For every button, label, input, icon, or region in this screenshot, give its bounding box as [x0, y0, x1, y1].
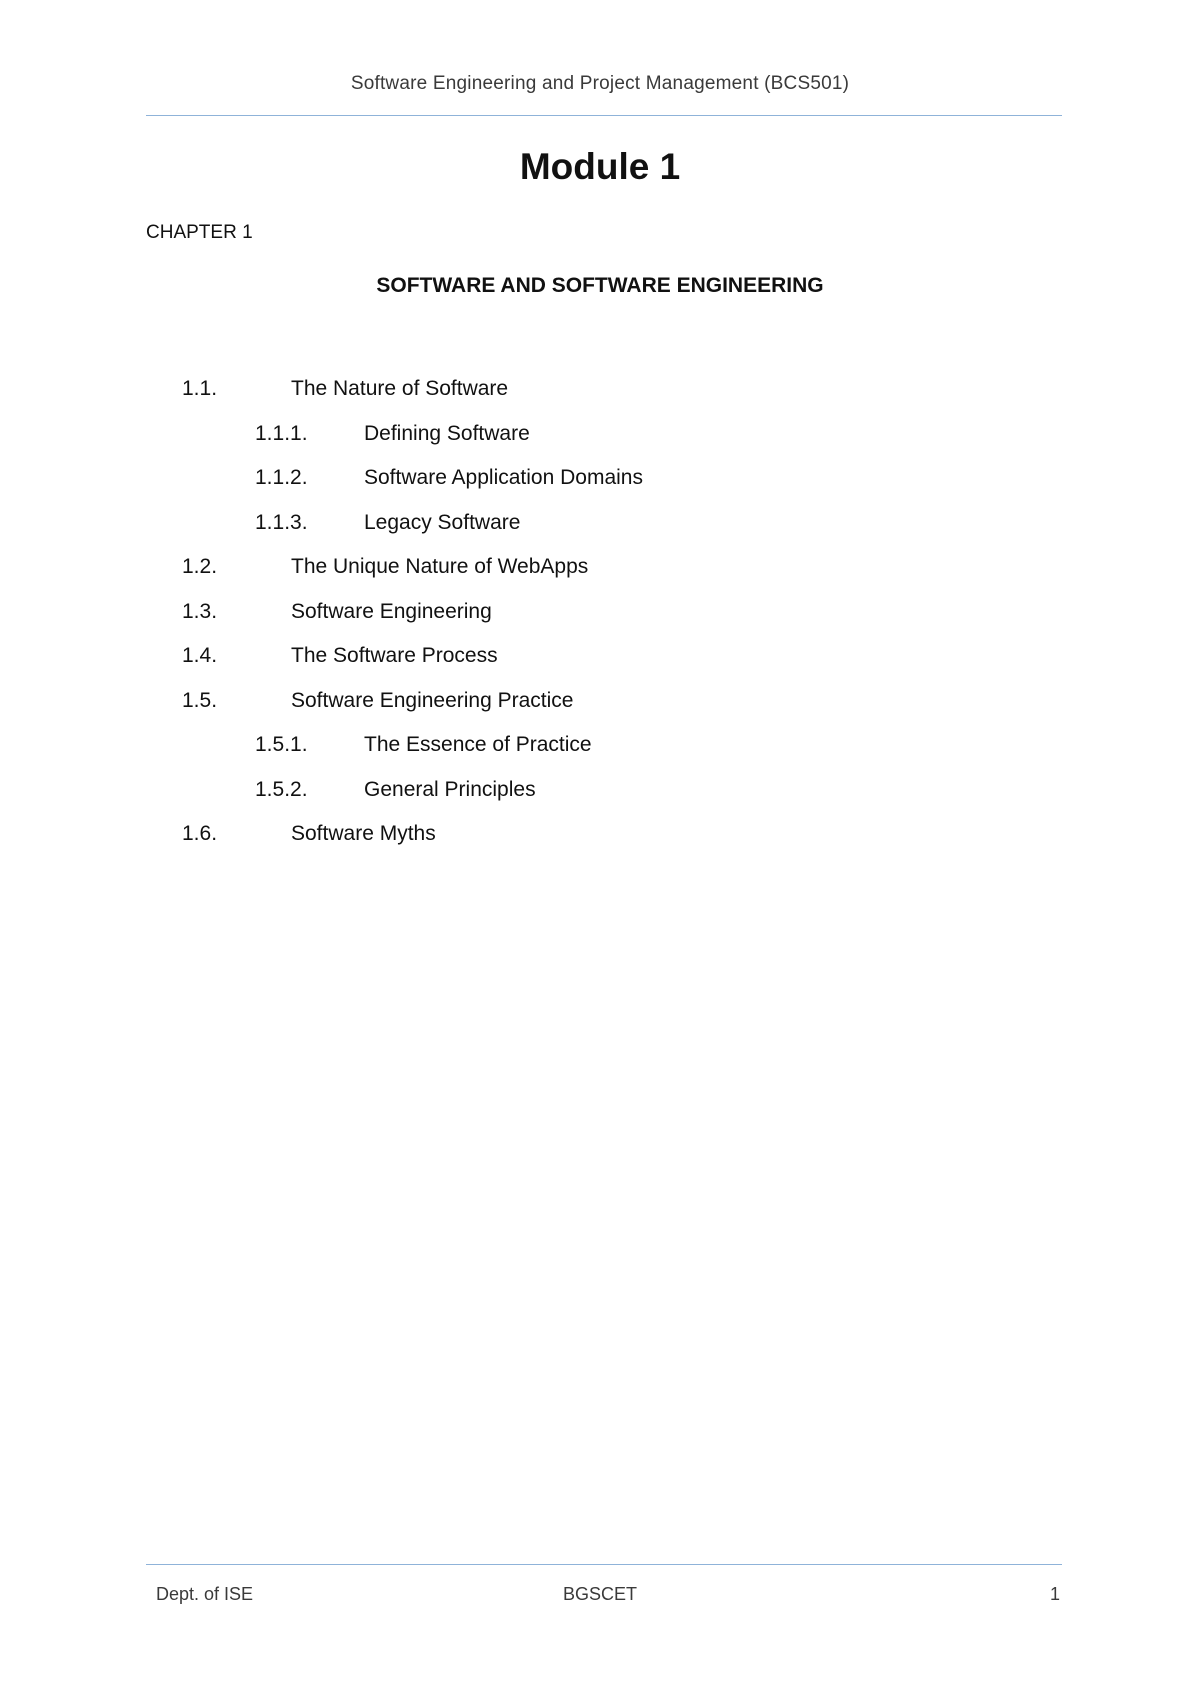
- toc-item-title: General Principles: [364, 777, 536, 801]
- page-number: 1: [1049, 1584, 1060, 1604]
- toc-item: [0, 377, 1200, 422]
- toc-item-number: 1.5.1.: [255, 733, 308, 756]
- toc-item-title: The Unique Nature of WebApps: [291, 555, 589, 578]
- toc-item: [0, 600, 1200, 645]
- header-divider: [146, 115, 1062, 116]
- toc-item: [0, 555, 1200, 600]
- footer-divider: [146, 1564, 1062, 1565]
- toc-item-title: The Nature of Software: [291, 377, 509, 400]
- toc-item-title: Software Engineering Practice: [291, 688, 574, 712]
- module-title: Module 1: [519, 146, 681, 187]
- footer-institution: BGSCET: [562, 1584, 637, 1604]
- toc-item-number: 1.1.1.: [255, 421, 308, 445]
- toc-item-number: 1.1.2.: [255, 466, 308, 489]
- toc-item-number: 1.3.: [182, 599, 218, 623]
- toc-item-title: The Essence of Practice: [364, 733, 592, 756]
- toc-item-number: 1.5.: [182, 688, 218, 712]
- table-of-contents: [0, 377, 1200, 867]
- toc-item: [0, 644, 1200, 689]
- toc-item: [0, 466, 1200, 511]
- toc-item-title: Software Application Domains: [364, 466, 643, 489]
- chapter-title: SOFTWARE AND SOFTWARE ENGINEERING: [376, 274, 824, 297]
- toc-item: [0, 778, 1200, 823]
- toc-item: [0, 689, 1200, 734]
- toc-item: [0, 422, 1200, 467]
- toc-item: [0, 511, 1200, 556]
- toc-item: [0, 822, 1200, 867]
- toc-item: [0, 733, 1200, 778]
- toc-item-number: 1.5.2.: [255, 777, 308, 801]
- toc-item-number: 1.4.: [182, 644, 218, 667]
- toc-item-title: Software Myths: [291, 822, 436, 845]
- toc-item-title: Defining Software: [364, 421, 530, 445]
- toc-item-title: The Software Process: [291, 644, 498, 667]
- toc-item-number: 1.1.3.: [255, 510, 308, 534]
- toc-item-number: 1.2.: [182, 555, 218, 578]
- footer-department: Dept. of ISE: [156, 1584, 254, 1604]
- page-header-title: Software Engineering and Project Management (BCS501): [350, 73, 850, 94]
- toc-item-number: 1.6.: [182, 822, 218, 845]
- toc-item-number: 1.1.: [182, 377, 218, 400]
- toc-item-title: Software Engineering: [291, 599, 492, 623]
- toc-item-title: Legacy Software: [364, 510, 521, 534]
- chapter-label: CHAPTER 1: [146, 222, 253, 243]
